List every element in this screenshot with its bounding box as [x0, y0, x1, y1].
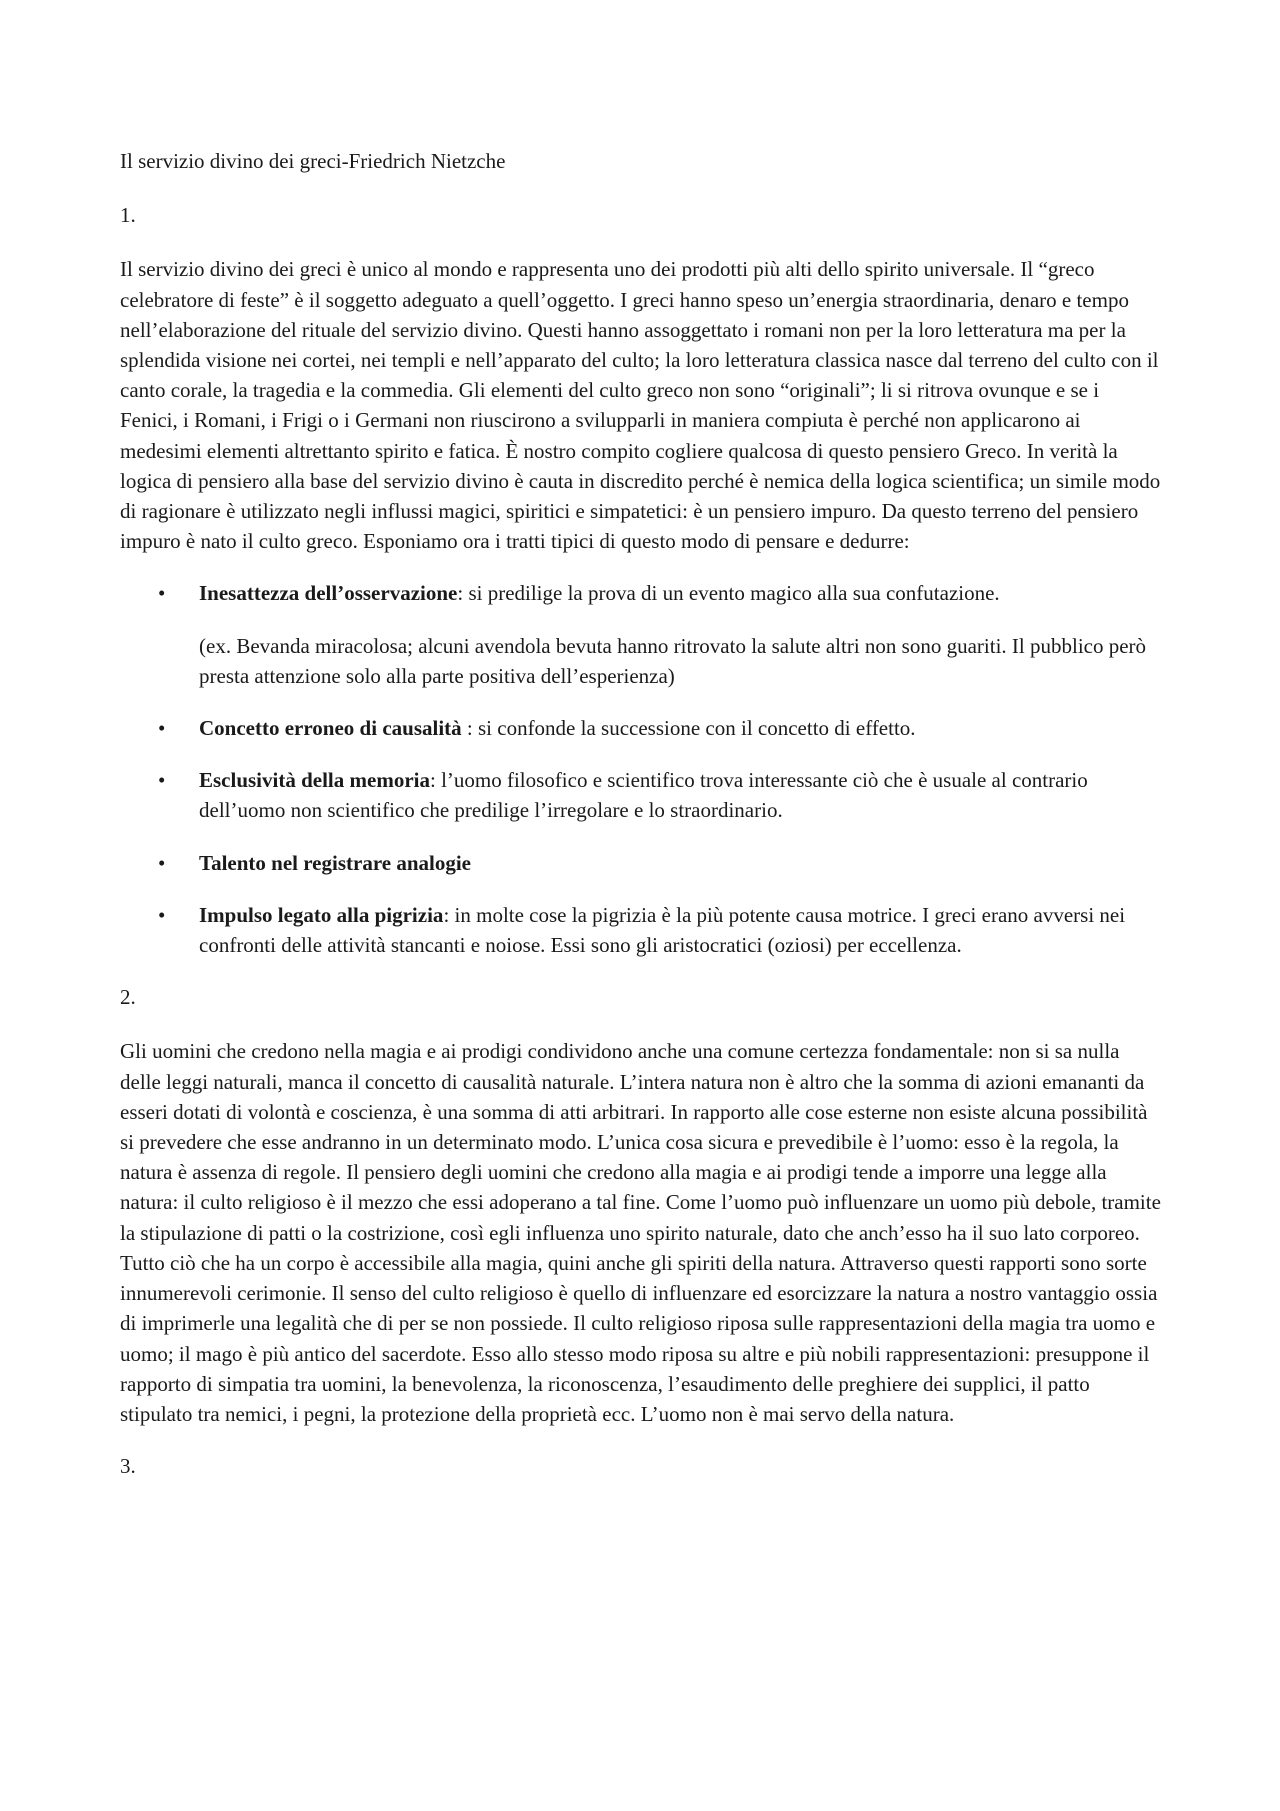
bullet-text: : si predilige la prova di un evento magico alla sua confutazione. — [457, 581, 1000, 606]
list-item — [120, 848, 1162, 878]
bullet-icon: • — [158, 768, 166, 793]
bullet-term: Inesattezza dell’osservazione — [199, 581, 458, 606]
section-number: 3. — [120, 1454, 136, 1479]
traits-list — [120, 578, 1162, 960]
section-paragraph: Gli uomini che credono nella magia e ai prodigi condividono anche una comune certezza fondamentale: non si sa nulla delle leggi naturali, manca il concetto di causalità naturale. L’intera natura non è altro che la somma di azioni emananti da esseri dotati di volontà e coscienza, è una somma di atti arbitrari. In rapporto alle cose esterne non esiste alcuna possibilità si prevedere che esse andranno in un determinato modo. L’unica cosa sicura e prevedibile è l’uomo: esso è la regola, la natura è assenza di regole. Il pensiero degli uomini che credono alla magia e ai prodigi tende a imporre una legge alla natura: il culto religioso è il mezzo che essi adoperano a tal fine. Come l’uomo può influenzare un uomo più debole, tramite la stipulazione di patti o la costrizione, così egli influenza uno spirito naturale, dato che anch’esso ha il suo lato corporeo. Tutto ciò che ha un corpo è accessibile alla magia, quini anche gli spiriti della natura. Attraverso questi rapporti sono sorte innumerevoli cerimonie. Il senso del culto religioso è quello di influenzare ed esorcizzare la natura a nostro vantaggio ossia di imprimerle una legalità che di per se non possiede. Il culto religioso riposa sulle rappresentazioni della magia tra uomo e uomo; il mago è più antico del sacerdote. Esso allo stesso modo riposa su altre e più nobili rappresentazioni: presuppone il rapporto di simpatia tra uomini, la benevolenza, la riconoscenza, l’esaudimento delle preghiere dei supplici, il patto stipulato tra nemici, i pegni, la protezione della proprietà ecc. L’uomo non è mai servo della natura. — [120, 1039, 1161, 1426]
section-number: 2. — [120, 985, 136, 1010]
list-item — [120, 713, 1162, 743]
section-number: 1. — [120, 203, 136, 228]
bullet-text: : si confonde la successione con il concetto di effetto. — [461, 716, 916, 741]
bullet-icon: • — [158, 902, 166, 927]
section-paragraph: Il servizio divino dei greci è unico al mondo e rappresenta uno dei prodotti più alti dello spirito universale. Il “greco celebratore di feste” è il soggetto adeguato a quell’oggetto. I greci hanno speso un’energia straordinaria, denaro e tempo nell’elaborazione del rituale del servizio divino. Questi hanno assoggettato i romani non per la loro letteratura ma per la splendida visione nei cortei, nei templi e nell’apparato del culto; la loro letteratura classica nasce dal terreno del culto con il canto corale, la tragedia e la commedia. Gli elementi del culto greco non sono “originali”; li si ritrova ovunque e se i Fenici, i Romani, i Frigi o i Germani non riuscirono a svilupparli in maniera compiuta è perché non applicarono ai medesimi elementi altrettanto spirito e fatica. È nostro compito cogliere qualcosa di questo pensiero Greco. In verità la logica di pensiero alla base del servizio divino è cauta in discredito perché è nemica della logica scientifica; un simile modo di ragionare è utilizzato negli influssi magici, spiritici e simpatetici: è un pensiero impuro. Da questo terreno del pensiero impuro è nato il culto greco. Esponiamo ora i tratti tipici di questo modo di pensare e dedurre: — [120, 257, 1161, 554]
list-item — [120, 578, 1162, 691]
bullet-icon: • — [158, 716, 166, 741]
document-title: Il servizio divino dei greci-Friedrich Nietzche — [120, 149, 506, 173]
bullet-icon: • — [158, 581, 166, 606]
bullet-text: : l’uomo filosofico e scientifico trova interessante ciò che è usuale al contrario dell’uomo non scientifico che predilige l’irregolare e lo straordinario. — [199, 768, 1088, 823]
bullet-example: (ex. Bevanda miracolosa; alcuni avendola bevuta hanno ritrovato la salute altri non sono guariti. Il pubblico però presta attenzione solo alla parte positiva dell’esperienza) — [199, 633, 1147, 688]
list-item — [120, 765, 1162, 825]
bullet-term: Esclusività della memoria — [199, 768, 430, 793]
bullet-term: Impulso legato alla pigrizia — [199, 902, 444, 927]
list-item — [120, 900, 1162, 960]
bullet-term: Concetto erroneo di causalità — [199, 716, 462, 741]
bullet-term: Talento nel registrare analogie — [199, 850, 472, 875]
document-page — [120, 146, 1162, 1505]
bullet-icon: • — [158, 850, 166, 875]
bullet-text: : in molte cose la pigrizia è la più potente causa motrice. I greci erano avversi nei confronti delle attività stancanti e noiose. Essi sono gli aristocratici (oziosi) per eccellenza. — [199, 902, 1126, 958]
